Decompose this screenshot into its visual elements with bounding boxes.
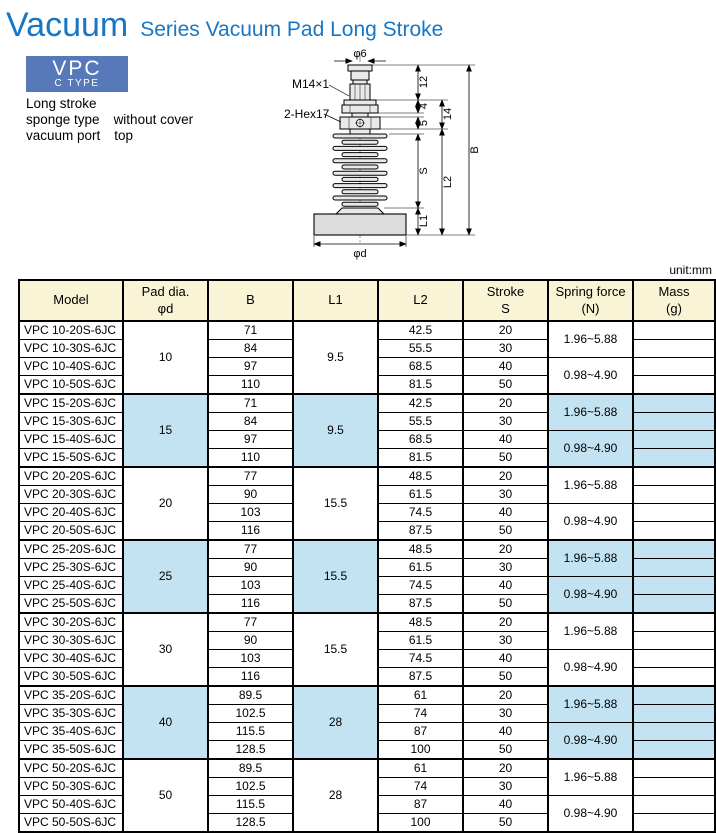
column-header: L2: [378, 280, 463, 321]
mass-cell: [633, 394, 715, 413]
l2-cell: 61.5: [378, 632, 463, 650]
desc-line: [26, 112, 276, 128]
l1-cell: 28: [293, 686, 378, 759]
product-description: [26, 96, 276, 144]
l2-cell: 61.5: [378, 559, 463, 577]
dim-label-dia-bottom: φd: [353, 248, 367, 260]
mass-cell: [633, 486, 715, 504]
pad-dia-cell: 10: [123, 321, 208, 394]
mass-cell: [633, 376, 715, 395]
desc-value: without cover: [113, 112, 194, 127]
dim-label-5: 5: [418, 119, 430, 127]
l1-cell: 15.5: [293, 467, 378, 540]
mass-cell: [633, 595, 715, 614]
intro-section: [0, 48, 716, 264]
product-badge: [26, 56, 128, 92]
b-cell: 77: [208, 467, 293, 486]
page-title: [0, 0, 716, 48]
spec-table: [18, 279, 716, 833]
stroke-cell: 50: [463, 595, 548, 614]
mass-cell: [633, 668, 715, 687]
b-cell: 115.5: [208, 796, 293, 814]
b-cell: 77: [208, 613, 293, 632]
column-header: Pad dia. φd: [123, 280, 208, 321]
stroke-cell: 20: [463, 759, 548, 778]
mass-cell: [633, 705, 715, 723]
b-cell: 89.5: [208, 759, 293, 778]
model-cell: VPC 35-30S-6JC: [19, 705, 123, 723]
pad-dia-cell: 25: [123, 540, 208, 613]
b-cell: 71: [208, 321, 293, 340]
spring-force-cell: 1.96~5.88: [548, 394, 633, 431]
l2-cell: 61: [378, 759, 463, 778]
stroke-cell: 20: [463, 686, 548, 705]
dim-label-l2: L2: [442, 175, 454, 189]
b-cell: 116: [208, 595, 293, 614]
l2-cell: 87: [378, 796, 463, 814]
model-cell: VPC 25-20S-6JC: [19, 540, 123, 559]
dim-label-l1: L1: [418, 214, 430, 228]
model-cell: VPC 50-30S-6JC: [19, 778, 123, 796]
b-cell: 116: [208, 522, 293, 541]
spring-force-cell: 0.98~4.90: [548, 723, 633, 760]
table-row: [19, 540, 715, 559]
spring-force-cell: 1.96~5.88: [548, 321, 633, 358]
stroke-cell: 30: [463, 340, 548, 358]
stroke-cell: 30: [463, 559, 548, 577]
column-header: Spring force (N): [548, 280, 633, 321]
suction-pad: [314, 214, 406, 235]
b-cell: 115.5: [208, 723, 293, 741]
desc-line: Long stroke: [26, 96, 97, 111]
b-cell: 102.5: [208, 778, 293, 796]
model-cell: VPC 15-40S-6JC: [19, 431, 123, 449]
model-cell: VPC 20-40S-6JC: [19, 504, 123, 522]
stroke-cell: 20: [463, 321, 548, 340]
stroke-cell: 30: [463, 486, 548, 504]
stroke-cell: 50: [463, 668, 548, 687]
l2-cell: 48.5: [378, 540, 463, 559]
table-row: [19, 394, 715, 413]
model-cell: VPC 15-20S-6JC: [19, 394, 123, 413]
mass-cell: [633, 778, 715, 796]
l2-cell: 48.5: [378, 467, 463, 486]
mass-cell: [633, 504, 715, 522]
l1-cell: 15.5: [293, 540, 378, 613]
l1-cell: 15.5: [293, 613, 378, 686]
b-cell: 103: [208, 504, 293, 522]
product-info: [26, 56, 276, 144]
mass-cell: [633, 796, 715, 814]
mass-cell: [633, 449, 715, 468]
desc-key: sponge type: [26, 112, 100, 127]
model-cell: VPC 15-30S-6JC: [19, 413, 123, 431]
l2-cell: 74: [378, 778, 463, 796]
mass-cell: [633, 358, 715, 376]
model-cell: VPC 30-30S-6JC: [19, 632, 123, 650]
b-cell: 71: [208, 394, 293, 413]
b-cell: 77: [208, 540, 293, 559]
model-cell: VPC 20-50S-6JC: [19, 522, 123, 541]
hex-label: 2-Hex17: [284, 107, 330, 121]
spring-force-cell: 0.98~4.90: [548, 796, 633, 833]
model-cell: VPC 25-50S-6JC: [19, 595, 123, 614]
l2-cell: 55.5: [378, 340, 463, 358]
dim-label-dia-top: φ6: [353, 48, 367, 60]
stroke-cell: 40: [463, 796, 548, 814]
model-cell: VPC 30-20S-6JC: [19, 613, 123, 632]
model-cell: VPC 10-20S-6JC: [19, 321, 123, 340]
mass-cell: [633, 559, 715, 577]
stroke-cell: 50: [463, 449, 548, 468]
mass-cell: [633, 522, 715, 541]
b-cell: 128.5: [208, 741, 293, 760]
l2-cell: 74.5: [378, 650, 463, 668]
mass-cell: [633, 814, 715, 833]
l2-cell: 74.5: [378, 577, 463, 595]
stroke-cell: 50: [463, 522, 548, 541]
l2-cell: 87.5: [378, 522, 463, 541]
model-cell: VPC 50-50S-6JC: [19, 814, 123, 833]
desc-key: vacuum port: [26, 128, 101, 143]
model-cell: VPC 35-50S-6JC: [19, 741, 123, 760]
dim-label-s: S: [418, 167, 430, 175]
pad-dia-cell: 20: [123, 467, 208, 540]
stroke-cell: 30: [463, 632, 548, 650]
mass-cell: [633, 632, 715, 650]
l2-cell: 74.5: [378, 504, 463, 522]
b-cell: 90: [208, 486, 293, 504]
stroke-cell: 20: [463, 394, 548, 413]
fitting-cap: [348, 65, 372, 71]
model-cell: VPC 35-20S-6JC: [19, 686, 123, 705]
dim-label-b: B: [469, 146, 481, 154]
b-cell: 128.5: [208, 814, 293, 833]
b-cell: 116: [208, 668, 293, 687]
stroke-cell: 20: [463, 613, 548, 632]
mass-cell: [633, 650, 715, 668]
badge-code: VPC: [52, 57, 102, 80]
spring-force-cell: 1.96~5.88: [548, 686, 633, 723]
b-cell: 103: [208, 650, 293, 668]
mass-cell: [633, 759, 715, 778]
l2-cell: 61: [378, 686, 463, 705]
stroke-cell: 30: [463, 413, 548, 431]
pad-dia-cell: 30: [123, 613, 208, 686]
mass-cell: [633, 467, 715, 486]
l2-cell: 81.5: [378, 376, 463, 395]
stroke-cell: 30: [463, 705, 548, 723]
table-row: [19, 686, 715, 705]
table-header-row: [19, 280, 715, 321]
table-row: [19, 467, 715, 486]
b-cell: 84: [208, 413, 293, 431]
mass-cell: [633, 340, 715, 358]
dim-label-4: 4: [418, 102, 430, 110]
model-cell: VPC 30-50S-6JC: [19, 668, 123, 687]
b-cell: 90: [208, 632, 293, 650]
l1-cell: 9.5: [293, 394, 378, 467]
l2-cell: 100: [378, 814, 463, 833]
desc-value: top: [114, 128, 134, 143]
column-header: Stroke S: [463, 280, 548, 321]
desc-line: [26, 128, 276, 144]
pad-dia-cell: 40: [123, 686, 208, 759]
model-cell: VPC 30-40S-6JC: [19, 650, 123, 668]
spring-force-cell: 0.98~4.90: [548, 358, 633, 395]
l2-cell: 100: [378, 741, 463, 760]
spring-force-cell: 1.96~5.88: [548, 759, 633, 796]
model-cell: VPC 20-20S-6JC: [19, 467, 123, 486]
vacuum-pad-drawing: [272, 48, 484, 262]
model-cell: VPC 20-30S-6JC: [19, 486, 123, 504]
model-cell: VPC 50-20S-6JC: [19, 759, 123, 778]
spring-force-cell: 1.96~5.88: [548, 540, 633, 577]
mass-cell: [633, 741, 715, 760]
spring-force-cell: 0.98~4.90: [548, 504, 633, 541]
pad-dia-cell: 50: [123, 759, 208, 832]
dim-label-12: 12: [418, 75, 430, 89]
stroke-cell: 40: [463, 650, 548, 668]
b-cell: 110: [208, 376, 293, 395]
mass-cell: [633, 686, 715, 705]
b-cell: 84: [208, 340, 293, 358]
stroke-cell: 50: [463, 814, 548, 833]
b-cell: 103: [208, 577, 293, 595]
stroke-cell: 40: [463, 577, 548, 595]
stroke-cell: 20: [463, 540, 548, 559]
mass-cell: [633, 540, 715, 559]
spring-force-cell: 1.96~5.88: [548, 467, 633, 504]
spring-force-cell: 0.98~4.90: [548, 650, 633, 687]
mass-cell: [633, 577, 715, 595]
stroke-cell: 30: [463, 778, 548, 796]
mass-cell: [633, 413, 715, 431]
l1-cell: 9.5: [293, 321, 378, 394]
stroke-cell: 20: [463, 467, 548, 486]
b-cell: 89.5: [208, 686, 293, 705]
model-cell: VPC 50-40S-6JC: [19, 796, 123, 814]
model-cell: VPC 15-50S-6JC: [19, 449, 123, 468]
column-header: L1: [293, 280, 378, 321]
model-cell: VPC 10-40S-6JC: [19, 358, 123, 376]
title-main: Vacuum: [6, 6, 129, 44]
l2-cell: 61.5: [378, 486, 463, 504]
l1-cell: 28: [293, 759, 378, 832]
mass-cell: [633, 321, 715, 340]
technical-drawing: [272, 48, 484, 267]
l2-cell: 87: [378, 723, 463, 741]
column-header: Model: [19, 280, 123, 321]
mass-cell: [633, 431, 715, 449]
stroke-cell: 40: [463, 358, 548, 376]
mass-cell: [633, 723, 715, 741]
l2-cell: 42.5: [378, 394, 463, 413]
l2-cell: 42.5: [378, 321, 463, 340]
model-cell: VPC 10-30S-6JC: [19, 340, 123, 358]
badge-type: C TYPE: [54, 78, 100, 89]
thread-label: M14×1: [292, 77, 330, 91]
spring-force-cell: 0.98~4.90: [548, 431, 633, 468]
table-row: [19, 321, 715, 340]
title-sub: Series Vacuum Pad Long Stroke: [140, 18, 444, 41]
table-row: [19, 613, 715, 632]
column-header: B: [208, 280, 293, 321]
b-cell: 90: [208, 559, 293, 577]
stroke-cell: 40: [463, 431, 548, 449]
l2-cell: 48.5: [378, 613, 463, 632]
b-cell: 97: [208, 358, 293, 376]
l2-cell: 81.5: [378, 449, 463, 468]
column-header: Mass (g): [633, 280, 715, 321]
l2-cell: 55.5: [378, 413, 463, 431]
l2-cell: 87.5: [378, 595, 463, 614]
spring-force-cell: 0.98~4.90: [548, 577, 633, 614]
stroke-cell: 50: [463, 741, 548, 760]
l2-cell: 68.5: [378, 431, 463, 449]
b-cell: 102.5: [208, 705, 293, 723]
pad-dia-cell: 15: [123, 394, 208, 467]
l2-cell: 87.5: [378, 668, 463, 687]
spring-force-cell: 1.96~5.88: [548, 613, 633, 650]
stroke-cell: 50: [463, 376, 548, 395]
l2-cell: 74: [378, 705, 463, 723]
stroke-cell: 40: [463, 723, 548, 741]
hex-nut-upper: [342, 105, 378, 113]
b-cell: 110: [208, 449, 293, 468]
l2-cell: 68.5: [378, 358, 463, 376]
model-cell: VPC 35-40S-6JC: [19, 723, 123, 741]
dim-label-14: 14: [442, 107, 454, 121]
model-cell: VPC 25-30S-6JC: [19, 559, 123, 577]
model-cell: VPC 25-40S-6JC: [19, 577, 123, 595]
mass-cell: [633, 613, 715, 632]
model-cell: VPC 10-50S-6JC: [19, 376, 123, 395]
stroke-cell: 40: [463, 504, 548, 522]
table-row: [19, 759, 715, 778]
unit-note: unit:mm: [669, 263, 712, 277]
b-cell: 97: [208, 431, 293, 449]
